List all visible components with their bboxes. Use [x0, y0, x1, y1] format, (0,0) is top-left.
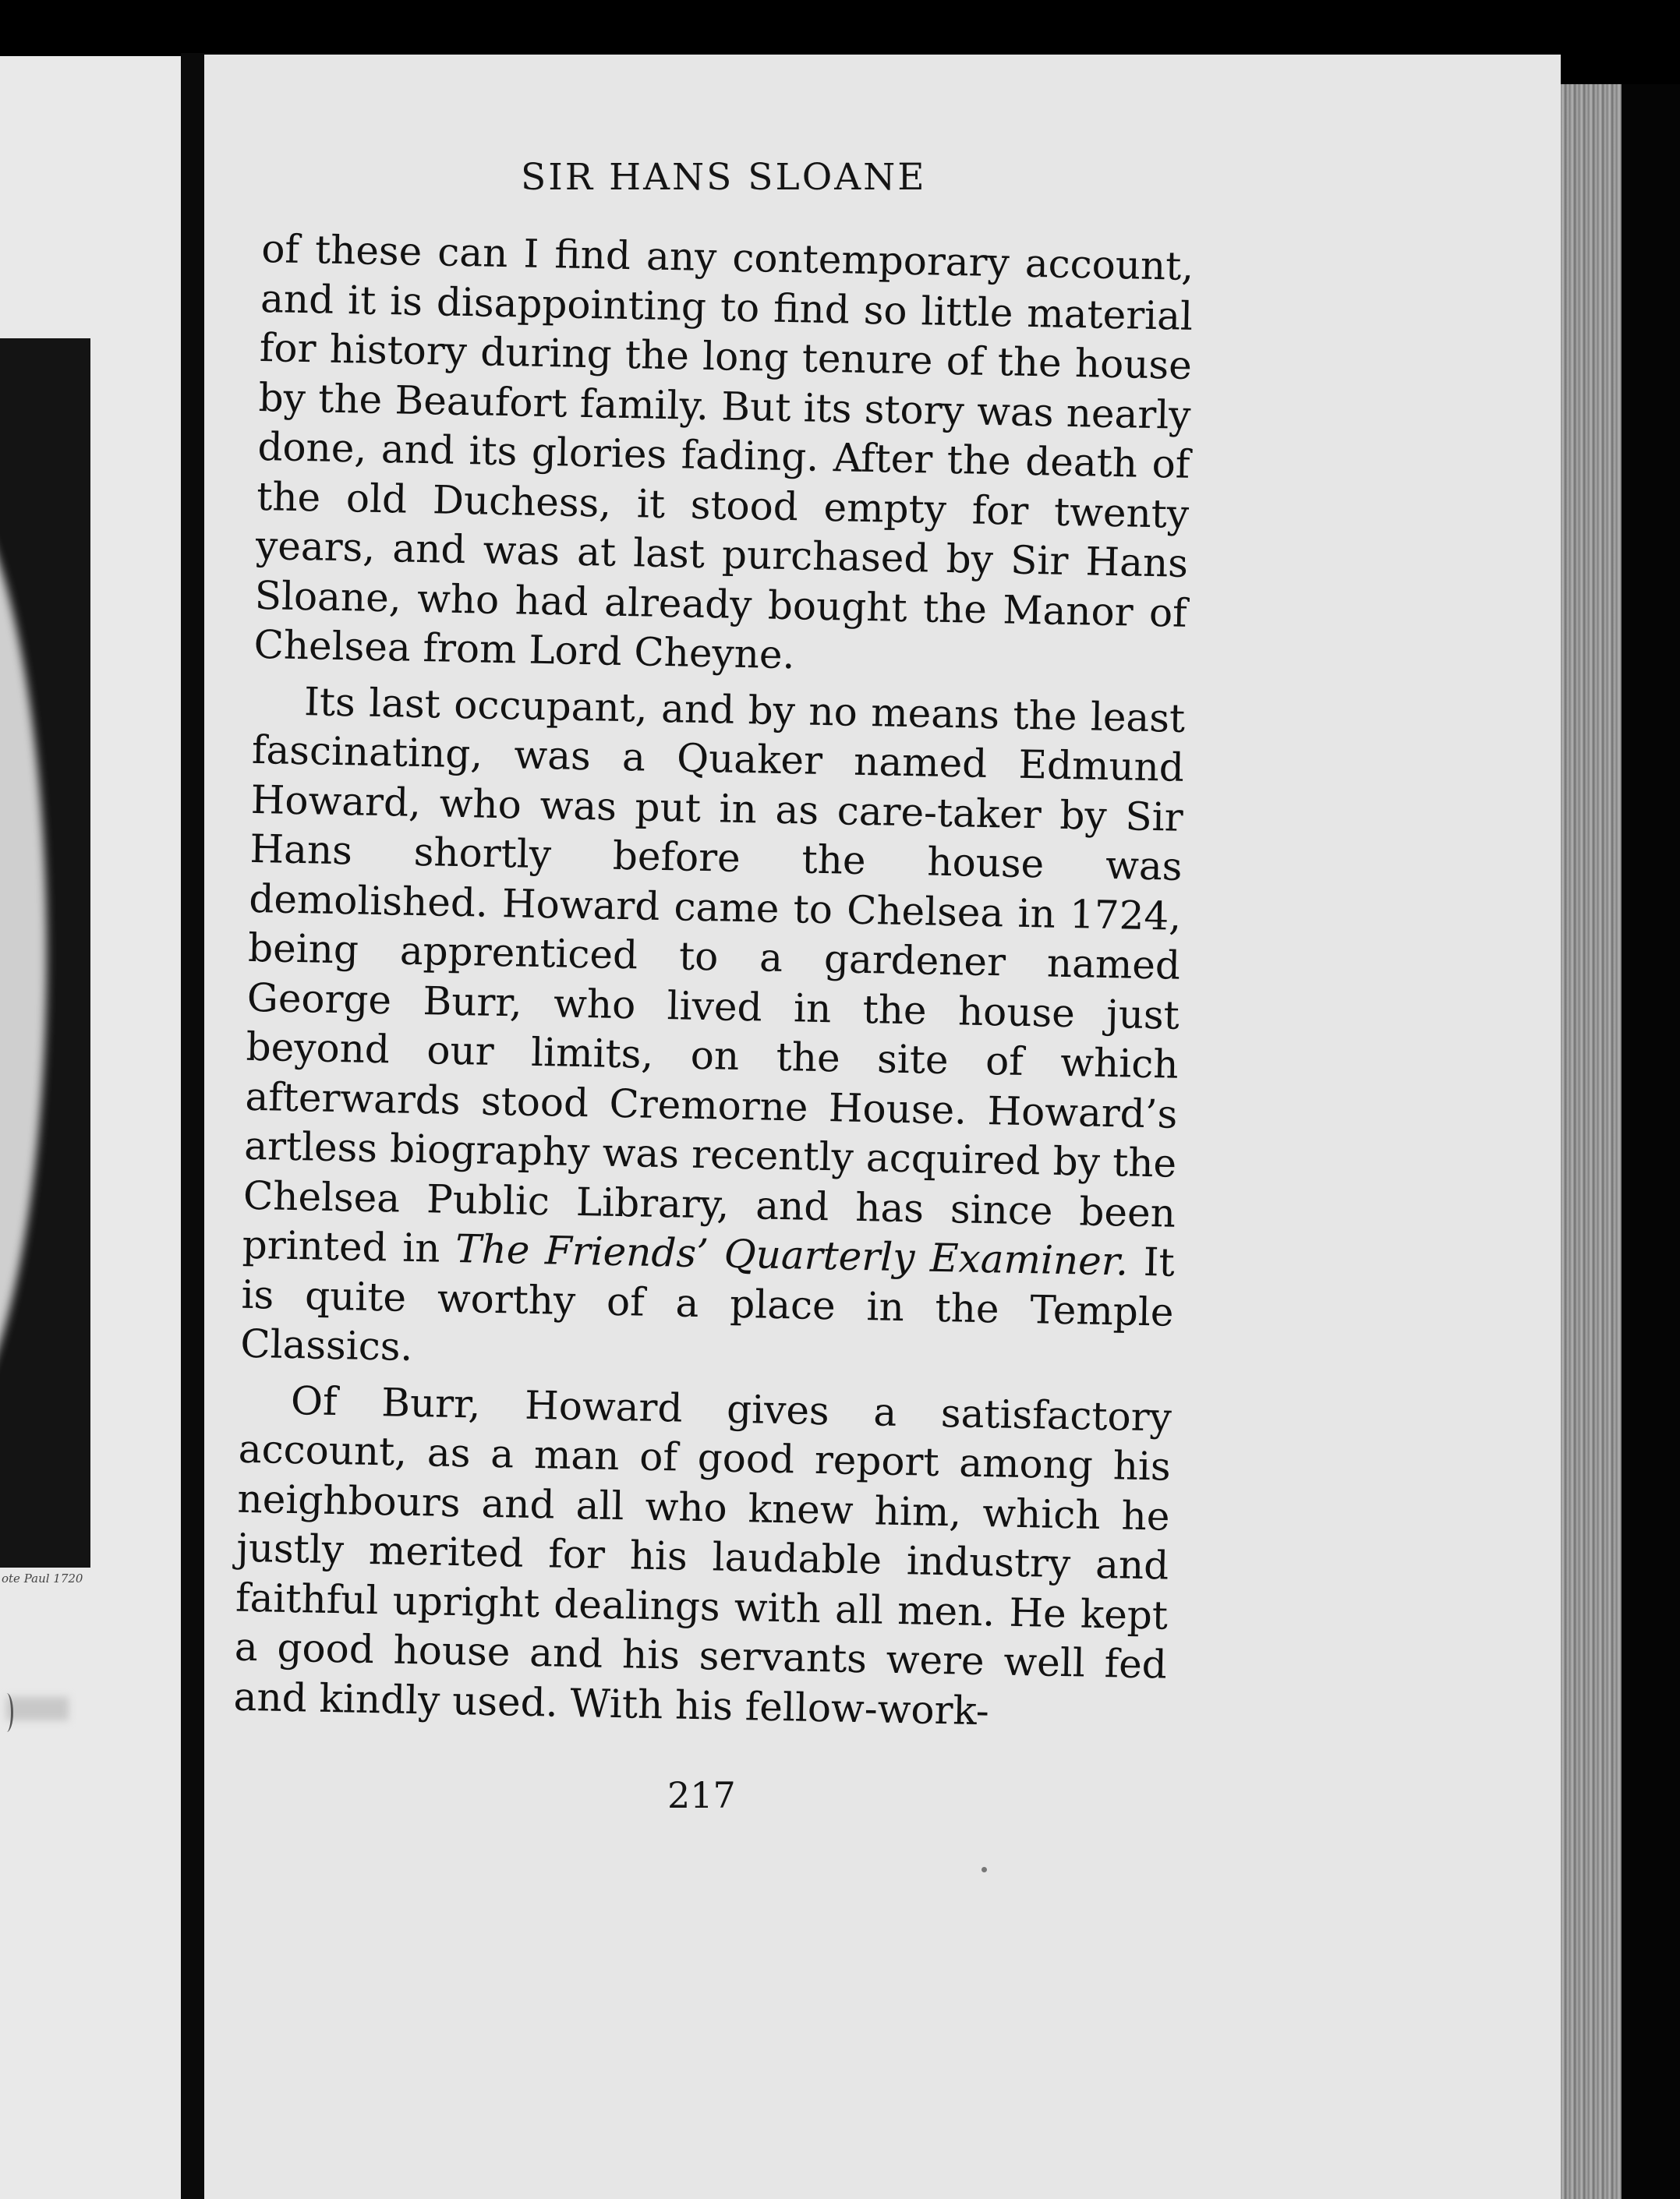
plate-caption: ote Paul 1720 [2, 1571, 83, 1586]
facing-page-mark [0, 1693, 13, 1732]
book-gutter [181, 53, 204, 2199]
running-head: SIR HANS SLOANE [521, 156, 927, 199]
print-speck [981, 1867, 987, 1872]
paragraph-2 [240, 676, 1186, 1387]
facing-page-smudge [6, 1697, 69, 1720]
facing-page [0, 56, 181, 2199]
page-edges [1561, 84, 1622, 2199]
portrait-oval [0, 455, 47, 1453]
paragraph-3: Of Burr, Howard gives a satisfactory account, as a man of good report among his neighbours and all who knew him, which he justly merited for his laudable industry and faithful upright dealings with all men. He kept a good house and his servants were well fed and kindly used. With his fellow-work- [233, 1377, 1172, 1734]
page-number: 217 [667, 1774, 736, 1816]
body-text [233, 224, 1194, 1740]
portrait-plate [0, 338, 90, 1568]
scan-background [1622, 84, 1680, 2199]
paragraph-2-text-end: It is quite worthy of a place in the Temple Classics. [239, 1239, 1176, 1370]
paragraph-2-text: Its last occupant, and by no means the least fascinating, was a Quaker named Edmund Howard, who was put in as care-taker by Sir Hans shortly before the house was demolished. Howard came to Chelsea in 1724, being apprenticed to a gardener named George Burr, who lived in the house just beyond our limits, on the site of which afterwards stood Cremorne House. Howard’s artless biography was recently acquired by the Chelsea Public Library, and has since been printed in [242, 678, 1186, 1272]
journal-title: The Friends’ Quarterly Examiner. [454, 1226, 1129, 1285]
paragraph-1: of these can I find any contemporary account, and it is disappointing to find so little material for history during the long tenure of the house by the Beaufort family. But its story was nearly done, and its glories fading. After the death of the old Duchess, it stood empty for twenty years, and was at last purchased by Sir Hans Sloane, who had already bought the Manor of Chelsea from Lord Cheyne. [253, 225, 1194, 678]
